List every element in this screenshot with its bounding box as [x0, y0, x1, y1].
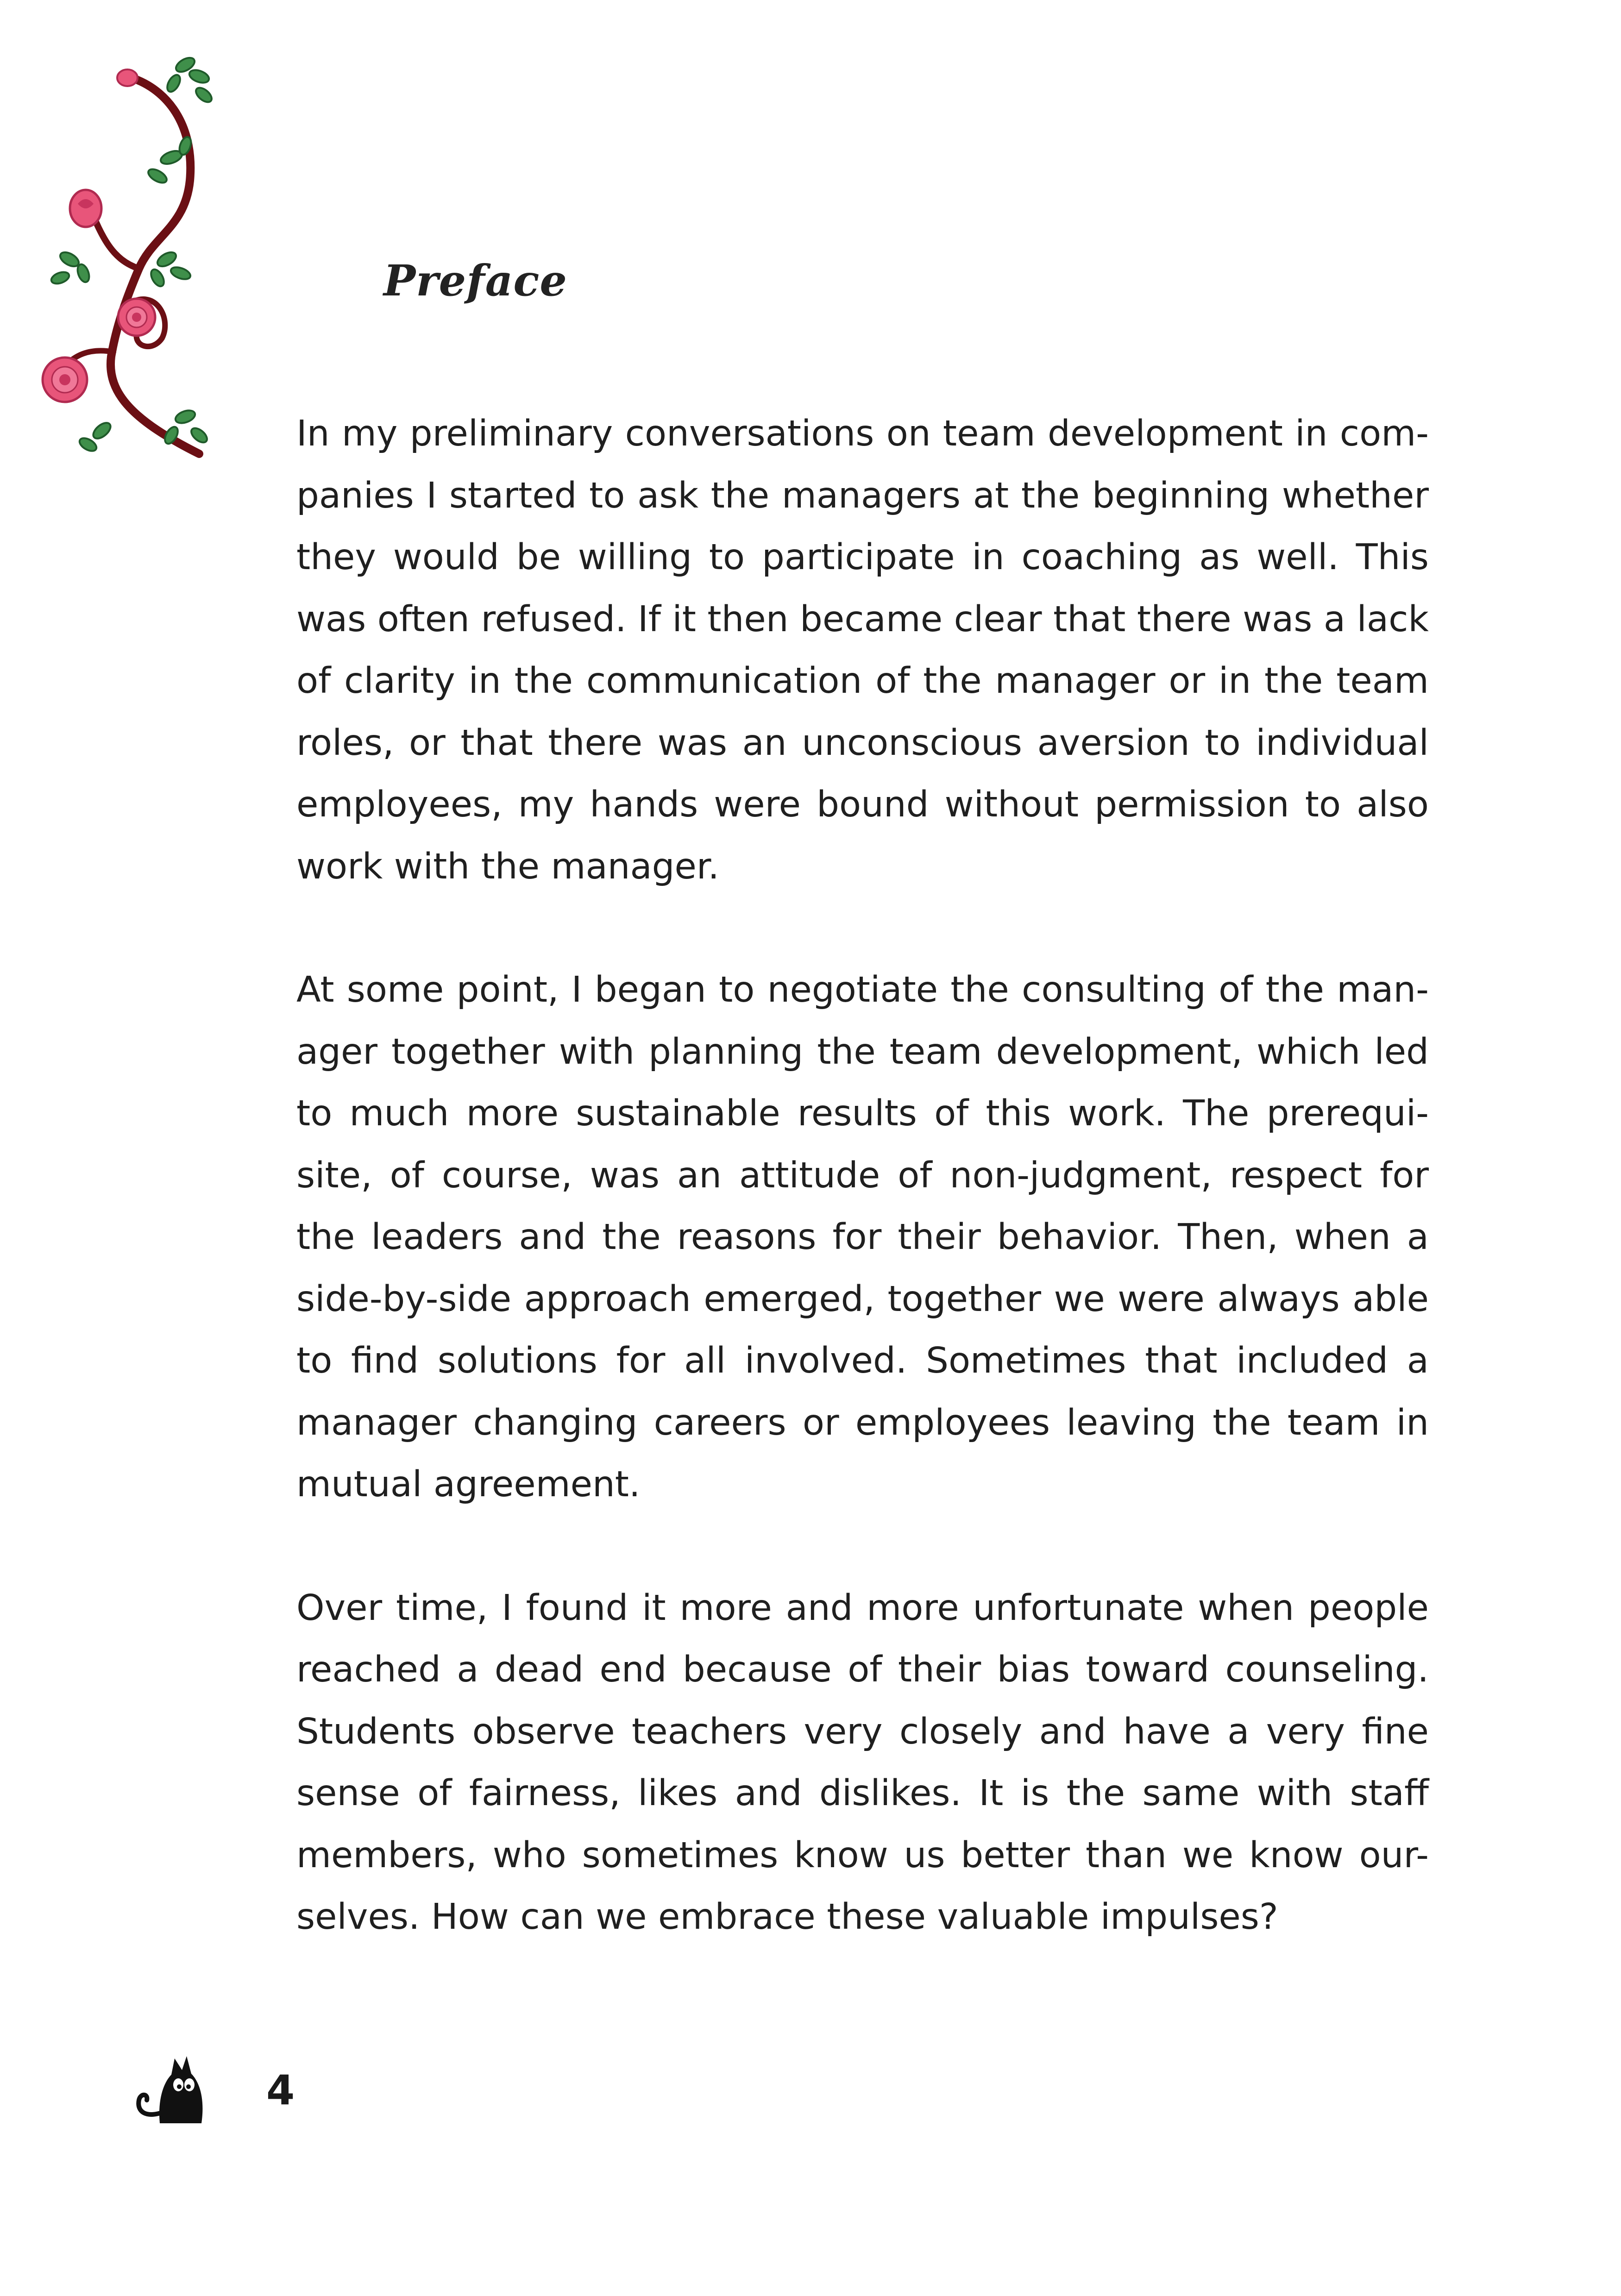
text-line: Students observe teachers very closely and have a very fine — [296, 1711, 1429, 1752]
text-line: In my preliminary conversations on team development in com- — [296, 413, 1429, 454]
black-cat-icon — [132, 2038, 215, 2130]
text-line: of clarity in the communication of the manager or in the team — [296, 660, 1429, 702]
text-line: to find solutions for all involved. Sometimes that included a — [296, 1340, 1429, 1381]
page-number: 4 — [266, 2066, 295, 2114]
body-text — [296, 403, 1429, 2010]
text-line: reached a dead end because of their bias toward counseling. — [296, 1649, 1429, 1690]
text-line: roles, or that there was an unconscious aversion to individual — [296, 722, 1429, 764]
text-line: mutual agreement. — [296, 1464, 641, 1505]
text-line: At some point, I began to negotiate the consulting of the man- — [296, 969, 1429, 1010]
text-line: panies I started to ask the managers at the beginning whether — [296, 475, 1429, 516]
text-line: to much more sustainable results of this work. The prerequi- — [296, 1093, 1429, 1134]
text-line: employees, my hands were bound without permission to also — [296, 784, 1429, 825]
text-line: side-by-side approach emerged, together we were always able — [296, 1278, 1429, 1320]
text-line: selves. How can we embrace these valuable impulses? — [296, 1896, 1278, 1938]
page-title: Preface — [383, 256, 567, 306]
text-line: members, who sometimes know us better than we know our- — [296, 1834, 1429, 1876]
text-line: work with the manager. — [296, 846, 719, 887]
text-line: manager changing careers or employees leaving the team in — [296, 1402, 1429, 1443]
text-line: sense of fairness, likes and dislikes. It is the same with staff — [296, 1773, 1429, 1814]
rose-vine-icon — [32, 51, 232, 477]
text-line: the leaders and the reasons for their behavior. Then, when a — [296, 1217, 1429, 1258]
paragraph — [296, 959, 1429, 1516]
text-line: was often refused. If it then became clear that there was a lack — [296, 598, 1429, 640]
text-line: Over time, I found it more and more unfortunate when people — [296, 1587, 1429, 1629]
paragraph — [296, 1577, 1429, 1948]
text-line: site, of course, was an attitude of non-judgment, respect for — [296, 1154, 1429, 1196]
text-line: they would be willing to participate in coaching as well. This — [296, 537, 1429, 578]
text-line: ager together with planning the team development, which led — [296, 1031, 1429, 1073]
paragraph — [296, 403, 1429, 897]
